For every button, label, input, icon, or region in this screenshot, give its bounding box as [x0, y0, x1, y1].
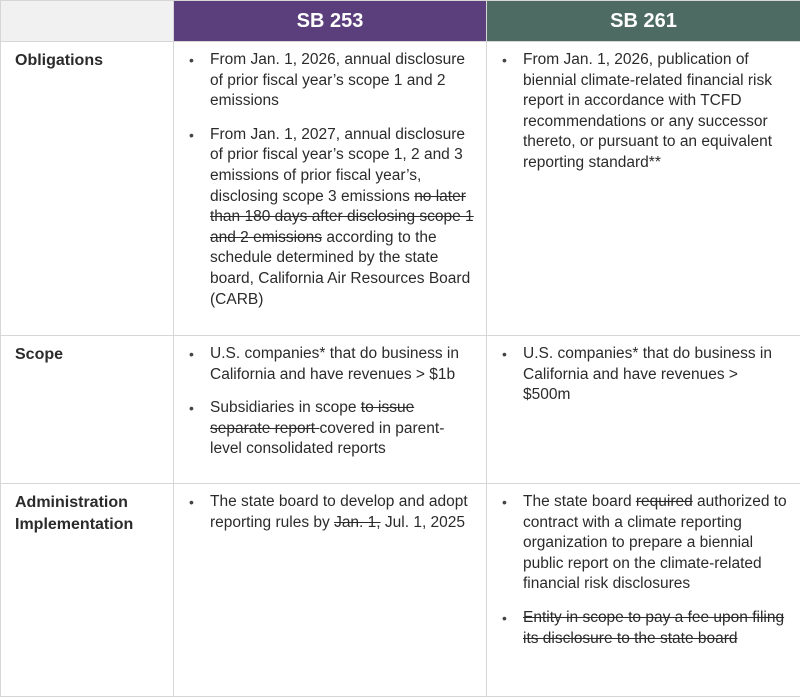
text-segment: authorized to contract with a climate reporting organization to prepare a biennial public report on the climate-related financial risk disclosures — [523, 493, 787, 593]
bullet-list — [186, 492, 474, 533]
text-segment: according to the schedule determined by the state board, California Air Resources Board (CARB) — [210, 228, 471, 308]
bullet-item — [186, 398, 474, 460]
header-row — [1, 1, 800, 42]
text-segment: Subsidiaries in scope — [210, 399, 361, 417]
bullet-item — [499, 50, 788, 174]
bullet-item — [499, 492, 788, 595]
row-label-obligations: Obligations — [1, 42, 174, 336]
bullet-list — [499, 344, 788, 406]
header-sb253: SB 253 — [174, 1, 487, 42]
bullet-list — [499, 50, 788, 174]
header-blank-cell — [1, 1, 174, 42]
bullet-list — [186, 344, 474, 460]
bullet-list — [186, 50, 474, 310]
sb261-obligations-cell — [487, 42, 800, 336]
struck-text: to issue separate report — [210, 399, 415, 437]
text-segment: From Jan. 1, 2027, annual disclosure of prior fiscal year’s scope 1, 2 and 3 emissions of prior fiscal year’s, disclosing scope 3 emissions — [210, 125, 466, 205]
bullet-item — [186, 125, 474, 310]
row-administration — [1, 484, 800, 697]
bullet-list — [499, 492, 788, 649]
text-segment: From Jan. 1, 2026, annual disclosure of prior fiscal year’s scope 1 and 2 emissions — [210, 51, 466, 110]
row-label-scope: Scope — [1, 336, 174, 484]
text-segment: The state board to develop and adopt reporting rules by — [210, 493, 468, 531]
struck-text: Jan. 1, — [334, 513, 381, 531]
struck-text: required — [635, 493, 693, 510]
text-segment: covered in parent-level consolidated reports — [210, 419, 445, 458]
text-segment: From Jan. 1, 2026, publication of biennial climate-related financial risk report in accordance with TCFD recommendations or any successor thereto, or pursuant to an equivalent reporting standard** — [523, 51, 773, 171]
text-segment: U.S. companies* that do business in California and have revenues > $1b — [210, 345, 459, 383]
bullet-item — [186, 492, 474, 533]
row-label-administration: Administration Implementation — [1, 484, 174, 697]
struck-text: Entity in scope to pay a fee upon filing its disclosure to the state board — [523, 608, 785, 647]
text-segment: The state board — [523, 493, 636, 510]
sb261-administration-cell — [487, 484, 800, 697]
text-segment: Jul. 1, 2025 — [380, 513, 466, 531]
row-obligations — [1, 42, 800, 336]
struck-text: no later than 180 days after disclosing scope 1 and 2 emissions — [210, 187, 474, 246]
bullet-item — [186, 50, 474, 112]
text-segment: U.S. companies* that do business in California and have revenues > $500m — [523, 345, 772, 404]
sb253-obligations-cell — [174, 42, 487, 336]
header-sb261: SB 261 — [487, 1, 800, 42]
sb253-scope-cell — [174, 336, 487, 484]
bullet-item — [499, 344, 788, 406]
sb261-scope-cell — [487, 336, 800, 484]
row-scope — [1, 336, 800, 484]
bullet-item — [186, 344, 474, 385]
sb253-administration-cell — [174, 484, 487, 697]
bullet-item — [499, 608, 788, 649]
